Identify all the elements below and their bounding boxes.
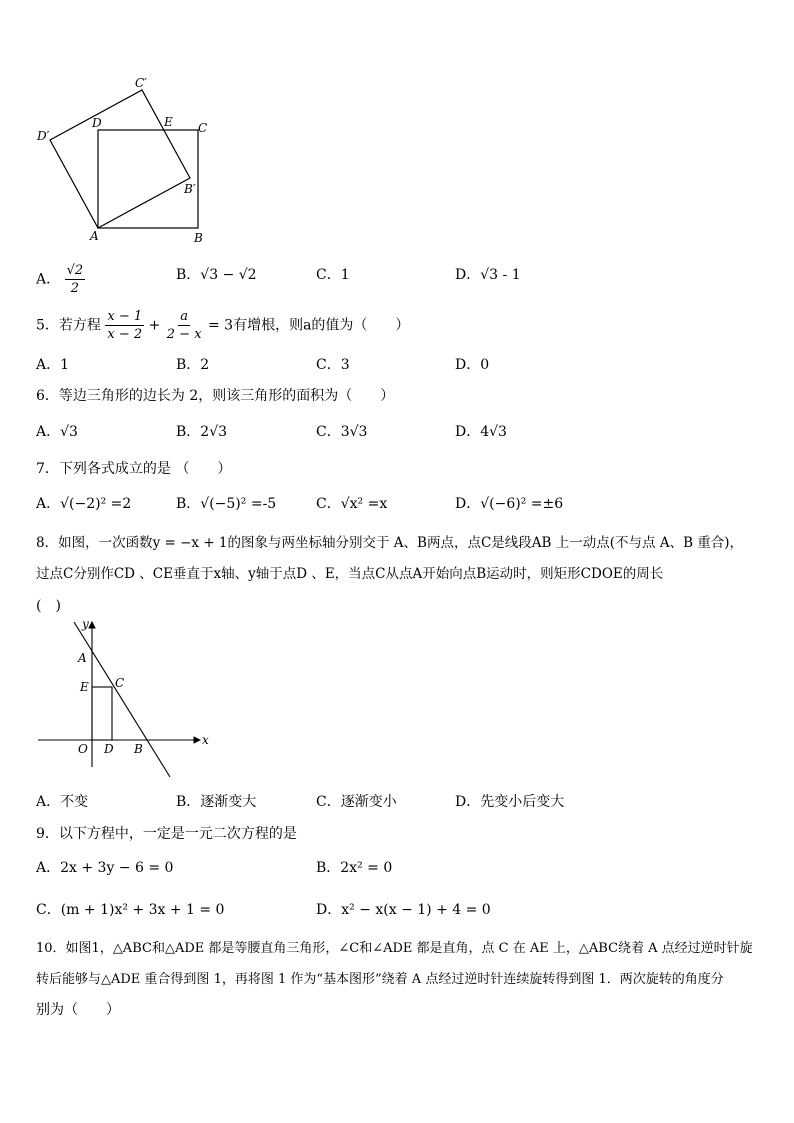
q7-option-b: B．√(−5)² =-5: [176, 496, 277, 512]
q8-option-b: B．逐渐变大: [176, 794, 257, 810]
label-e: E: [164, 115, 173, 129]
q6-option-c: C．3√3: [316, 424, 368, 440]
q9-option-a: A．2x + 3y − 6 = 0: [36, 860, 174, 876]
q8-option-a: A．不变: [36, 794, 89, 810]
label-d: D: [92, 116, 102, 130]
label-x: x: [202, 733, 209, 747]
q6-option-d: D．4√3: [455, 424, 507, 440]
label-b: B: [194, 231, 203, 245]
label-c: C: [198, 121, 208, 135]
label-b: B: [134, 742, 143, 756]
q6-option-a: A．√3: [36, 424, 78, 440]
q4-option-c: C．1: [316, 267, 350, 283]
question-9-stem: 9．以下方程中，一定是一元二次方程的是: [36, 826, 297, 842]
q5-option-d: D．0: [455, 357, 490, 373]
q5-fraction-1: $\frac{x - 1}{x - 2}$: [107, 309, 143, 342]
q7-option-d: D．√(−6)² =±6: [455, 496, 564, 512]
question-10-line-2: 转后能够与△ADE 重合得到图 1，再将图 1 作为“基本图形”绕着 A 点经过逆时针连续旋转得到图 1．两次旋转的角度分: [36, 972, 724, 987]
q4-option-a: A． $\frac{√2}{2}$: [36, 263, 84, 296]
q9-option-b: B．2x² = 0: [316, 860, 393, 876]
square-abcd: [98, 130, 198, 228]
line-y-equals-neg-x-plus-1: [74, 622, 170, 777]
label-e: E: [80, 680, 89, 694]
question-10-line-1: 10．如图1，△ABC和△ADE 都是等腰直角三角形，∠C和∠ADE 都是直角，点 C 在 AE 上，△ABC绕着 A 点经过逆时针旋: [36, 941, 753, 956]
q9-option-c: C．(m + 1)x² + 3x + 1 = 0: [36, 902, 225, 918]
q5-option-c: C．3: [316, 357, 350, 373]
label-c: C: [115, 676, 125, 690]
q4-option-b: B．√3 − √2: [176, 267, 257, 283]
question-7-stem: 7．下列各式成立的是 （ ）: [36, 461, 232, 477]
q4-option-a-fraction: $\frac{√2}{2}$: [66, 263, 84, 296]
label-a: A: [78, 651, 87, 665]
q7-option-a: A．√(−2)² =2: [36, 496, 132, 512]
label-o: O: [78, 742, 88, 756]
question-5-stem: 5．若方程 $\frac{x - 1}{x - 2}$ + $\frac{a}{2 - x}$ = 3有增根，则a的值为（ ）: [36, 309, 410, 342]
rectangle-cdoe: [92, 687, 112, 740]
question-8-line-1: 8．如图，一次函数y = −x + 1的图象与两坐标轴分别交于 A、B两点，点C是线段AB 上一动点(不与点 A、B 重合)，: [36, 535, 744, 551]
question-8-line-3: ( ): [36, 598, 61, 614]
q5-option-a: A．1: [36, 357, 70, 373]
question-8-line-2: 过点C分别作CD 、CE垂直于x轴、y轴于点D 、E，当点C从点A开始向点B运动时，则矩形CDOE的周长: [36, 566, 664, 582]
question-10-line-3: 别为（ ）: [36, 1002, 120, 1018]
square-ab-c-d-prime: [50, 90, 190, 228]
linear-function-graph: [30, 612, 220, 782]
label-y: y: [82, 617, 89, 631]
q9-option-d: D．x² − x(x − 1) + 4 = 0: [316, 902, 491, 918]
q6-option-b: B．2√3: [176, 424, 228, 440]
label-c-prime: C′: [135, 76, 147, 90]
q5-option-b: B．2: [176, 357, 210, 373]
q8-option-c: C．逐渐变小: [316, 794, 397, 810]
label-b-prime: B′: [184, 182, 196, 196]
label-d: D: [104, 742, 114, 756]
question-6-stem: 6．等边三角形的边长为 2，则该三角形的面积为（ ）: [36, 388, 395, 404]
square-rotation-figure: [30, 70, 220, 250]
q4-option-d: D．√3 - 1: [455, 267, 521, 283]
q8-option-d: D．先变小后变大: [455, 794, 565, 810]
q5-fraction-2: $\frac{a}{2 - x}$: [166, 309, 202, 342]
label-d-prime: D′: [37, 129, 50, 143]
q7-option-c: C．√x² =x: [316, 496, 388, 512]
label-a: A: [90, 229, 99, 243]
